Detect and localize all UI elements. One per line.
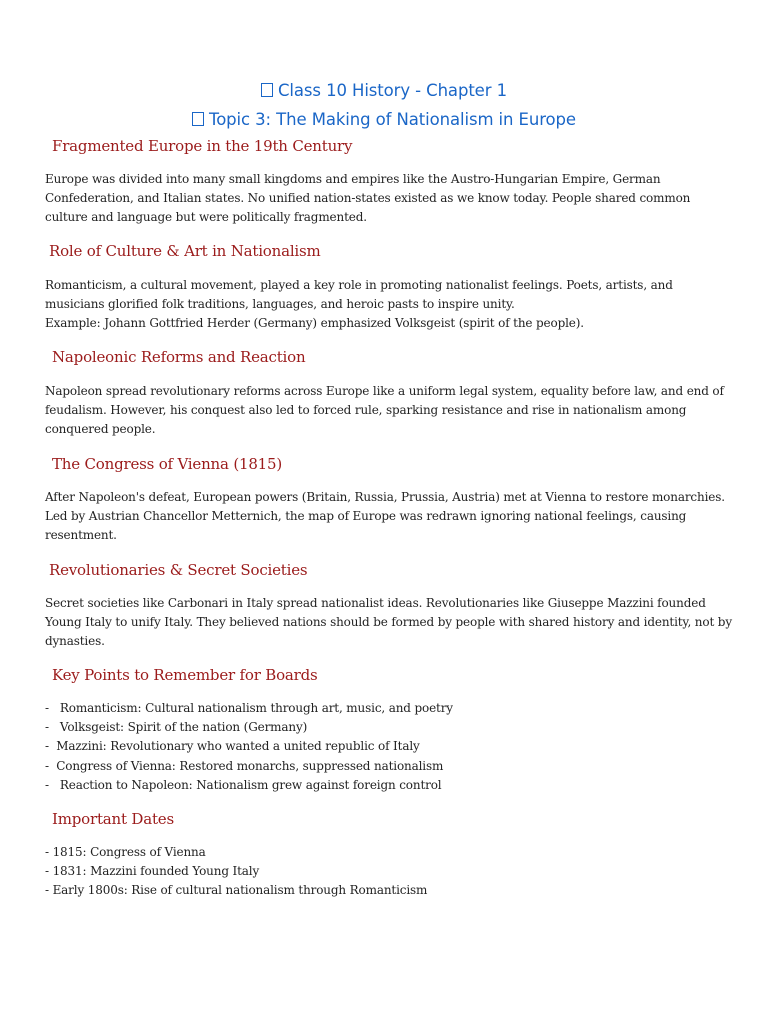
section-body-fragmented-europe: Europe was divided into many small kingdoms and empires like the Austro-Hungarian Empire, German Confederation, and Italian states. No unified nation-states existed as we know today. People shared common culture and language but were politically fragmented. (45, 172, 691, 225)
title-text-2: Topic 3: The Making of Nationalism in Europe (209, 110, 576, 129)
section-heading-important-dates: Important Dates (52, 810, 174, 828)
section-body-culture-art: Romanticism, a cultural movement, played a key role in promoting nationalist feelings. Poets, artists, and musicians glorified folk traditions, languages, and heroic pasts to inspire unity. (45, 278, 673, 312)
list-item: - Congress of Vienna: Restored monarchs, suppressed nationalism (45, 758, 444, 773)
list-item: - Reaction to Napoleon: Nationalism grew against foreign control (45, 777, 442, 792)
title-text-1: Class 10 History - Chapter 1 (278, 81, 507, 100)
list-item: - 1815: Congress of Vienna (45, 845, 206, 859)
title-line-1 (0, 76, 768, 105)
section-heading-fragmented-europe: Fragmented Europe in the 19th Century (52, 137, 353, 155)
list-item: - Early 1800s: Rise of cultural nationalism through Romanticism (45, 883, 428, 898)
section-example-culture-art: Example: Johann Gottfried Herder (Germany) emphasized Volksgeist (spirit of the people). (45, 316, 584, 330)
pin-icon (192, 112, 204, 126)
section-body-napoleonic-reforms: Napoleon spread revolutionary reforms across Europe like a uniform legal system, equality before law, and end of feudalism. However, his conquest also led to forced rule, sparking resistance and rise in nationalism among conquered people. (45, 384, 724, 437)
list-item: - Romanticism: Cultural nationalism through art, music, and poetry (45, 701, 453, 715)
section-heading-key-points: Key Points to Remember for Boards (52, 666, 318, 684)
list-item: - Volksgeist: Spirit of the nation (Germany) (45, 720, 308, 735)
section-body-congress-vienna: After Napoleon's defeat, European powers (Britain, Russia, Prussia, Austria) met at Vienna to restore monarchies. Led by Austrian Chancellor Metternich, the map of Europe was redrawn ignoring national feelings, causing resentment. (45, 490, 725, 543)
list-item: - 1831: Mazzini founded Young Italy (45, 864, 260, 879)
section-heading-secret-societies: Revolutionaries & Secret Societies (49, 561, 308, 579)
section-heading-napoleonic-reforms: Napoleonic Reforms and Reaction (52, 348, 306, 366)
section-body-secret-societies: Secret societies like Carbonari in Italy spread nationalist ideas. Revolutionaries like Giuseppe Mazzini founded Young Italy to unify Italy. They believed nations should be formed by people with shared history and identity, not by dynasties. (45, 596, 732, 649)
section-heading-congress-vienna: The Congress of Vienna (1815) (52, 455, 282, 473)
list-item: - Mazzini: Revolutionary who wanted a united republic of Italy (45, 739, 420, 754)
key-points-list (45, 699, 453, 795)
important-dates-list (45, 843, 427, 901)
title-line-2 (0, 105, 768, 134)
section-heading-culture-art: Role of Culture & Art in Nationalism (49, 242, 321, 260)
book-icon (261, 83, 273, 97)
